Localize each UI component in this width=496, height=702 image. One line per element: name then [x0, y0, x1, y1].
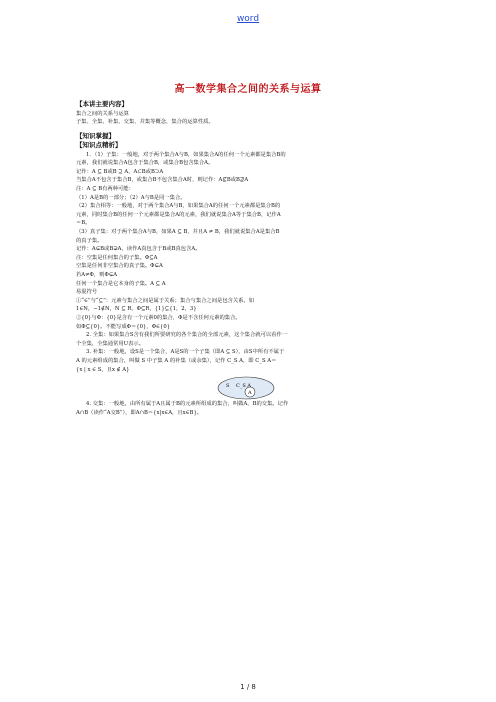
body-lines-part1	[76, 100, 432, 374]
text-line: 集合之间的关系与运算	[76, 110, 129, 117]
text-line: ＝B。	[76, 220, 91, 227]
text-line: 若A≠Φ，则Φ⊊A	[76, 272, 118, 278]
text-line: 2. 全集：如果集合S含有我们所要研究的各个集合的全部元素，这个集合就可以看作一	[86, 332, 288, 339]
section-heading: 【知识掌握】	[76, 131, 115, 140]
text-line: 注：A ⊆ B有两种可能：	[76, 186, 134, 193]
text-line: 1∈N，−1∉N，N ⊆ R，Φ⊆R，{1}⊆{1，2，3}	[76, 306, 197, 313]
text-line: 1．（1）子集：一般地，对于两个集合A与B，如果集合A的任何一个元素都是集合B的	[86, 151, 286, 158]
body-lines-part2	[76, 400, 432, 417]
text-line: 4. 交集：一般地，由所有属于A且属于B的元素所组成的集合，叫做A、B的交集。记作	[86, 401, 289, 408]
text-line: 记作：A ⊆ B或B ⊇ A，A⊂B或B⊃A	[76, 168, 164, 175]
document-title: 高一数学集合之间的关系与运算	[174, 84, 322, 95]
text-line: 如Φ⊆{0}。不能写成Φ＝{0}，Φ∈{0}	[76, 323, 171, 330]
text-line: 元素，我们就说集合A包含于集合B，或集合B包含集合A。	[76, 160, 214, 167]
text-line: 易混符号	[76, 289, 98, 296]
text-line: 3. 补集：一般地，设S是一个集合，A是S的一个子集（即A ⊆ S），由S中所有不属于	[86, 349, 285, 356]
text-line: 子集、全集、补集、交集、并集等概念，集合的运算性质。	[76, 119, 214, 126]
section-heading: 【本讲主要内容】	[76, 100, 128, 108]
label-complement: C_S A	[236, 383, 251, 390]
text-line: 注：空集是任何集合的子集。Φ⊆A	[76, 254, 158, 261]
page-header	[0, 6, 496, 25]
text-line: 元素，同时集合B的任何一个元素都是集合A的元素，我们就说集合A等于集合B，记作A	[76, 211, 281, 218]
text-line: A∩B（读作“A交B”），即A∩B＝{x|x∈A，且x∈B}。	[76, 409, 203, 416]
document-body	[76, 100, 432, 417]
text-line: A 的元素组成的集合，叫做 S 中子集 A 的补集（或余集），记作 C_S A，即 C_S A＝	[76, 357, 277, 364]
section-heading: 【知识点精析】	[76, 141, 122, 150]
text-line: 任何一个集合是它本身的子集。A ⊆ A	[76, 280, 166, 287]
text-line: 记作：A⊊B或B⊋A，读作A真包含于B或B真包含A。	[76, 246, 201, 253]
label-a: A	[248, 390, 252, 397]
page-number: 1 / 8	[240, 683, 256, 691]
text-line: （1）A是B的一部分；（2）A与B是同一集合。	[76, 194, 186, 201]
label-s: S	[226, 383, 230, 390]
text-line: （3）真子集：对于两个集合A与B，如果A ⊆ B，并且A ≠ B，我们就说集合A是集合B	[76, 229, 280, 236]
complement-diagram	[76, 374, 432, 400]
text-line: （2）集合相等：一般地，对于两个集合A与B，如果集合A的任何一个元素都是集合B的	[76, 203, 281, 210]
text-line: {x | x ∈ S，且x ∉ A}	[76, 366, 130, 373]
text-line: 当集合A不包含于集合B，或集合B不包含集合A时，则记作：A⊈B或B⊉A	[76, 177, 249, 184]
text-line: 个全集，全集通常用U表示。	[76, 340, 145, 347]
text-line: 空集是任何非空集合的真子集。Φ⊊A	[76, 263, 163, 270]
text-line: 的真子集。	[76, 237, 103, 244]
text-line: ②{0}与Φ：{0}是含有一个元素0的集合，Φ是不含任何元素的集合。	[76, 314, 241, 321]
header-word-link[interactable]: word	[236, 14, 260, 24]
venn-diagram	[216, 376, 276, 400]
text-line: ①“∈”与“⊆”：元素与集合之间是属于关系；集合与集合之间是包含关系。如	[76, 297, 255, 304]
